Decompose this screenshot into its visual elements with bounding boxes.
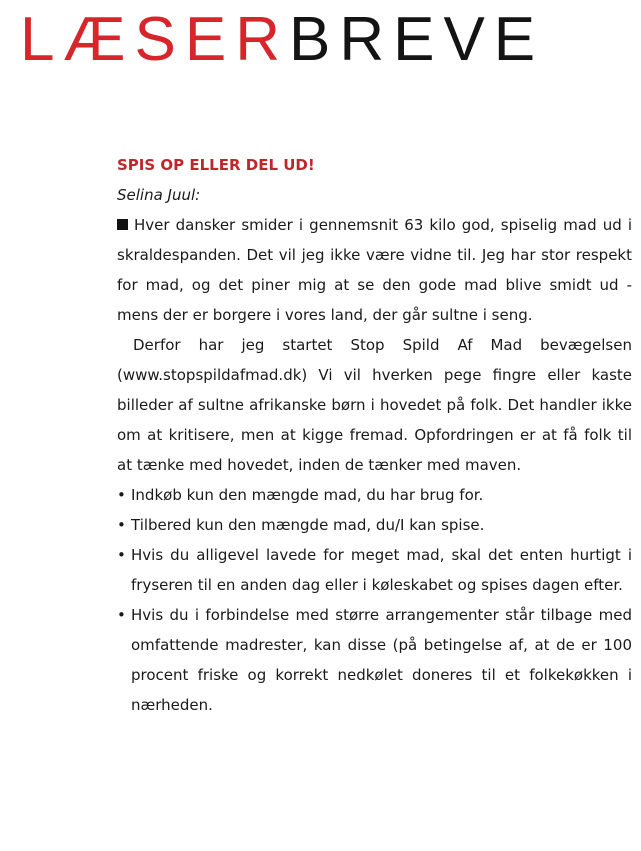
list-item: • Hvis du alligevel lavede for meget mad, skal det enten hurtigt i fryseren til en anden dag eller i køleskabet og spises dagen efter. bbox=[117, 540, 632, 600]
list-item: • Tilbered kun den mængde mad, du/I kan spise. bbox=[117, 510, 632, 540]
letter-paragraph bbox=[117, 210, 632, 330]
letter-paragraph: Derfor har jeg startet Stop Spild Af Mad bevægelsen (www.stopspildafmad.dk) Vi vil hverken pege fingre eller kaste billeder af sultne afrikanske børn i hovedet på folk. Det handler ikke om at kritisere, men at kigge fremad. Opfordringen er at få folk til at tænke med hovedet, inden de tænker med maven. bbox=[117, 336, 632, 474]
letter-author: Selina Juul: bbox=[117, 186, 201, 204]
tips-list bbox=[117, 480, 632, 720]
section-masthead bbox=[20, 0, 544, 80]
list-item: • Hvis du i forbindelse med større arrangementer står tilbage med omfattende madrester, kan disse (på betingelse af, at de er 100 procent friske og korrekt nedkølet doneres til et folkekøkken i nærheden. bbox=[117, 600, 632, 720]
letter-headline: SPIS OP ELLER DEL UD! bbox=[117, 156, 315, 174]
masthead-black-part: BREVE bbox=[288, 5, 545, 74]
masthead-red-part: LÆSER bbox=[20, 5, 289, 74]
reader-letter bbox=[117, 150, 632, 720]
list-item: • Indkøb kun den mængde mad, du har brug for. bbox=[117, 480, 632, 510]
square-bullet-icon bbox=[117, 219, 128, 230]
paragraph-text: Hver dansker smider i gennemsnit 63 kilo god, spiselig mad ud i skraldespanden. Det vil jeg ikke være vidne til. Jeg har stor respekt for mad, og det piner mig at se den gode mad blive smidt ud - mens der er borgere i vores land, der går sultne i seng. bbox=[117, 216, 632, 324]
